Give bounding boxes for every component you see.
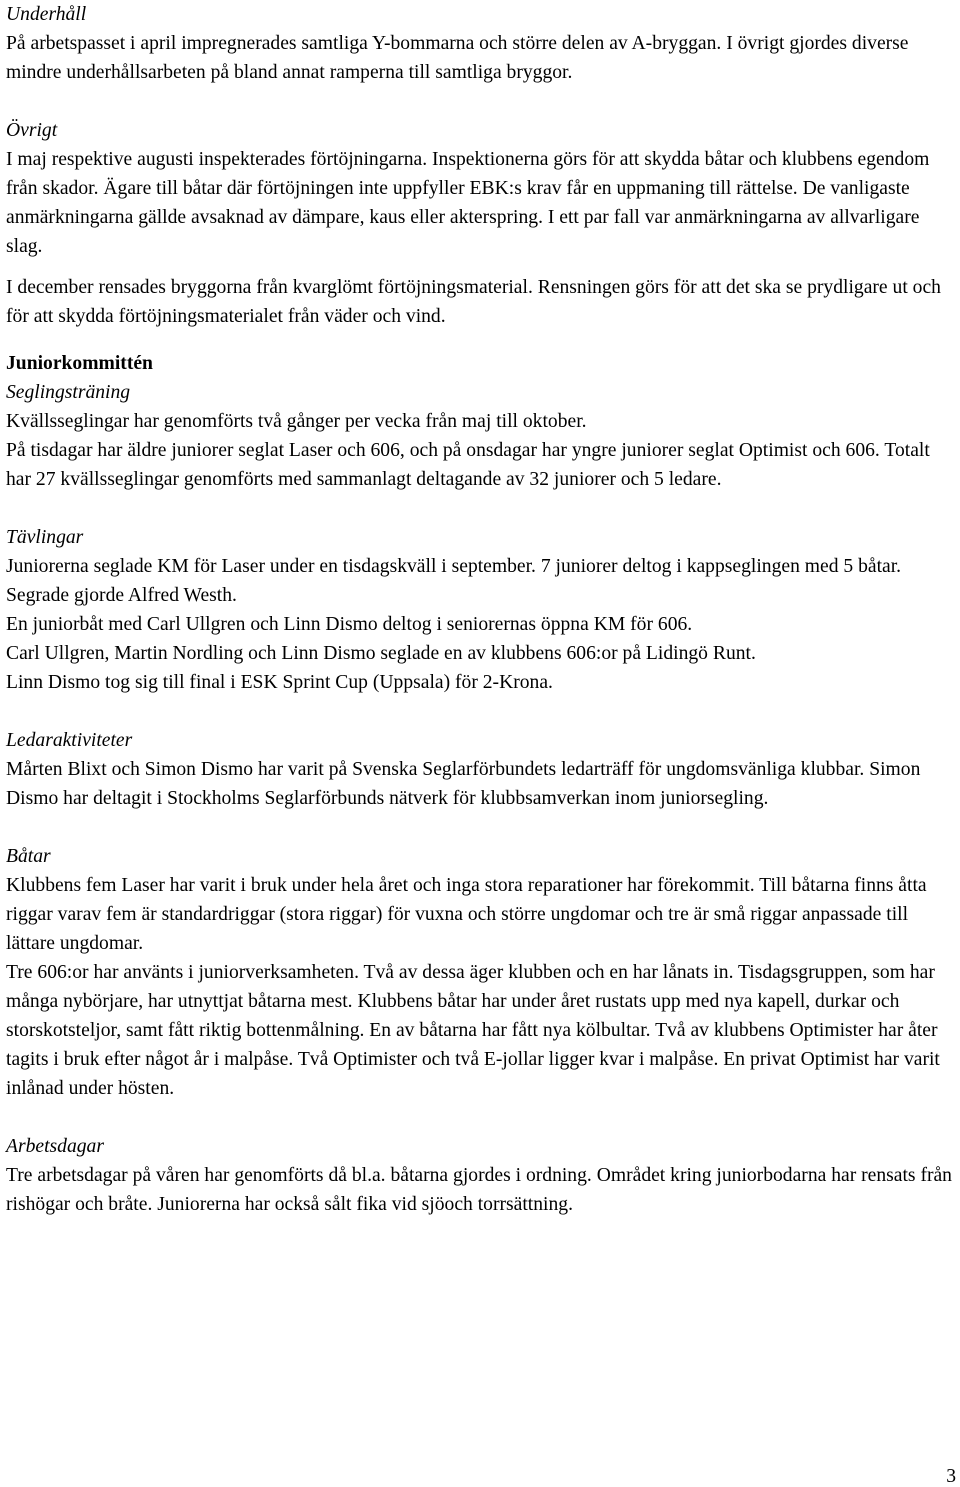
section-heading-seglingstraning: Seglingsträning (6, 382, 131, 403)
paragraph-ledaraktiviteter: Mårten Blixt och Simon Dismo har varit på Svenska Seglarförbundets ledarträff för ungdomsvänliga klubbar. Simon Dismo har deltagit i Stockholms Seglarförbunds nätverk för klubbsamverkan inom juniorsegling. (6, 759, 921, 809)
paragraph-underhall: På arbetspasset i april impregnerades samtliga Y-bommarna och större delen av A-bryggan. I övrigt gjordes diverse mindre underhållsarbeten på bland annat ramperna till samtliga bryggor. (6, 33, 909, 83)
paragraph-tavlingar-4: Linn Dismo tog sig till final i ESK Sprint Cup (Uppsala) för 2-Krona. (6, 672, 553, 693)
paragraph-arbetsdagar: Tre arbetsdagar på våren har genomförts då bl.a. båtarna gjordes i ordning. Området kring juniorbodarna har rensats från rishögar och bråte. Juniorerna har också sålt fika vid sjöoch torrsättning. (6, 1165, 952, 1215)
section-heading-batar: Båtar (6, 846, 51, 867)
spacer (6, 87, 956, 116)
spacer (6, 697, 956, 726)
section-heading-ledaraktiviteter: Ledaraktiviteter (6, 730, 133, 751)
paragraph-seglingstraning-2: På tisdagar har äldre juniorer seglat Laser och 606, och på onsdagar har yngre juniorer seglat Optimist och 606. Totalt har 27 kvällsseglingar genomförts med sammanlagt deltagande av 32 juniorer och 5 ledare. (6, 440, 930, 490)
section-title-juniorkommitten: Juniorkommittén (6, 353, 153, 374)
paragraph-tavlingar-2: En juniorbåt med Carl Ullgren och Linn Dismo deltog i seniorernas öppna KM för 606. (6, 614, 693, 635)
document-page (6, 0, 956, 1219)
paragraph-tavlingar-3: Carl Ullgren, Martin Nordling och Linn Dismo seglade en av klubbens 606:or på Lidingö Runt. (6, 643, 756, 664)
paragraph-batar-2: Tre 606:or har använts i juniorverksamheten. Två av dessa äger klubben och en har lånats in. Tisdagsgruppen, som har många nybörjare, har utnyttjat båtarna mest. Klubbens båtar har under året rustats upp med nya kapell, durkar och storskotsteljor, samt fått riktig bottenmålning. En av båtarna har fått nya kölbultar. Två av klubbens Optimister har åter tagits i bruk efter något år i malpåse. Två Optimister och två E-jollar ligger kvar i malpåse. En privat Optimist har varit inlånad under hösten. (6, 962, 940, 1099)
paragraph-batar-1: Klubbens fem Laser har varit i bruk under hela året och inga stora reparationer har förekommit. Till båtarna finns åtta riggar varav fem är standardriggar (stora riggar) för vuxna och större ungdomar och tre är små riggar anpassade till lättare ungdomar. (6, 875, 927, 954)
spacer (6, 1103, 956, 1132)
spacer (6, 261, 956, 273)
paragraph-ovrigt-inspection: I maj respektive augusti inspekterades förtöjningarna. Inspektionerna görs för att skydda båtar och klubbens egendom från skador. Ägare till båtar där förtöjningen inte uppfyller EBK:s krav får en uppmaning till rättelse. De vanligaste anmärkningarna gällde avsaknad av dämpare, kaus eller akterspring. I ett par fall var anmärkningarna av allvarligare slag. (6, 149, 930, 257)
page-number: 3 (946, 1466, 956, 1487)
spacer (6, 331, 956, 349)
spacer (6, 494, 956, 523)
paragraph-ovrigt-december: I december rensades bryggorna från kvarglömt förtöjningsmaterial. Rensningen görs för att det ska se prydligare ut och för att skydda förtöjningsmaterialet från väder och vind. (6, 277, 941, 327)
spacer (6, 813, 956, 842)
paragraph-seglingstraning-1: Kvällsseglingar har genomförts två gånger per vecka från maj till oktober. (6, 411, 587, 432)
section-heading-tavlingar: Tävlingar (6, 527, 84, 548)
paragraph-tavlingar-1: Juniorerna seglade KM för Laser under en tisdagskväll i september. 7 juniorer deltog i kappseglingen med 5 båtar. Segrade gjorde Alfred Westh. (6, 556, 902, 606)
section-heading-underhall: Underhåll (6, 4, 87, 25)
section-heading-arbetsdagar: Arbetsdagar (6, 1136, 104, 1157)
section-heading-ovrigt: Övrigt (6, 120, 58, 141)
